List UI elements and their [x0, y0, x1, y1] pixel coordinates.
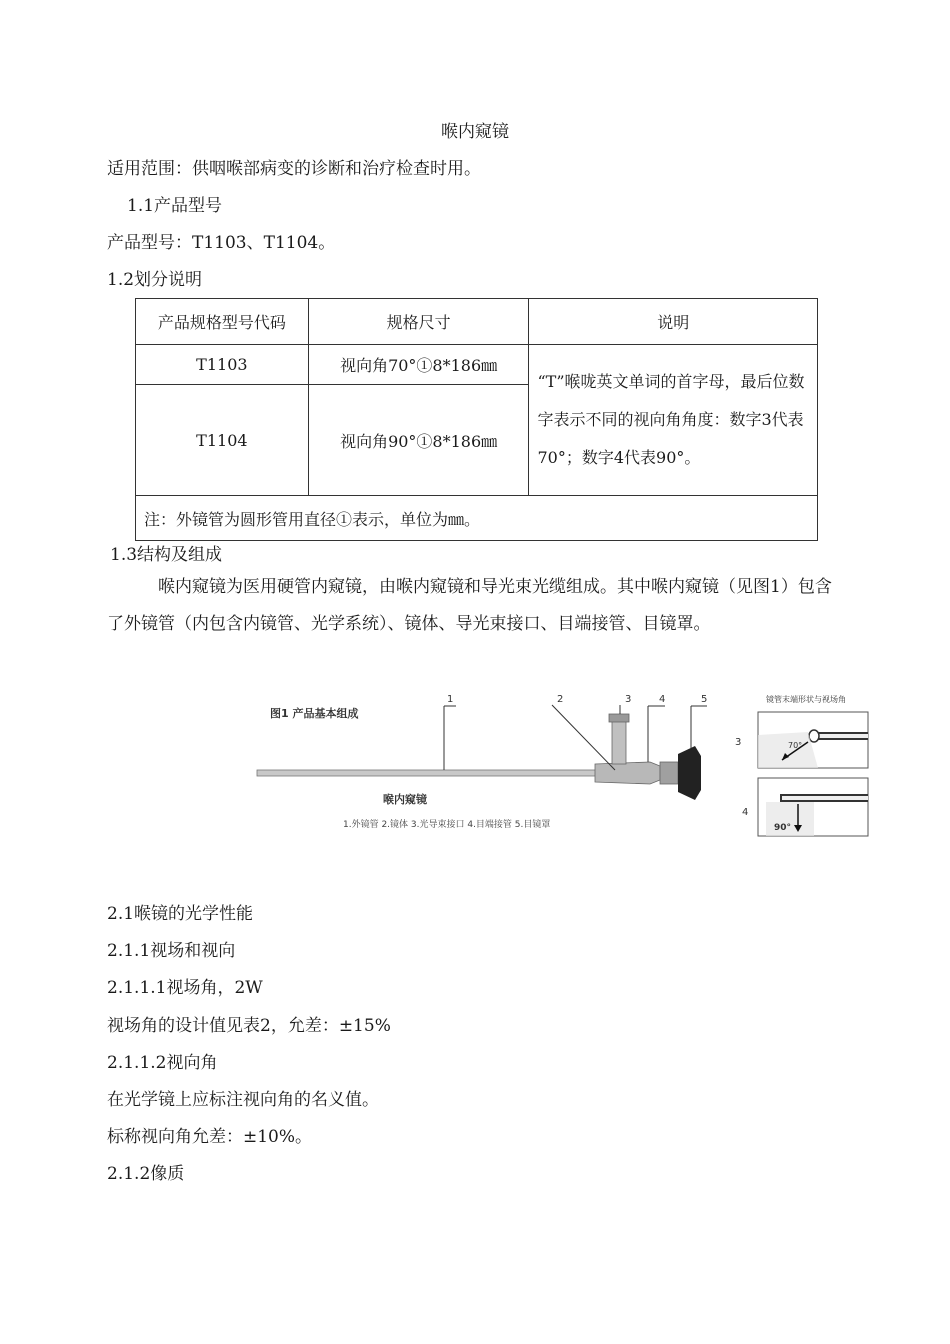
- section-2-1-1-1-heading: 2.1.1.1视场角，2W: [107, 978, 263, 998]
- part-number: 4: [659, 694, 666, 705]
- part-number: 1: [447, 694, 454, 705]
- outer-tube: [257, 770, 602, 776]
- tip-label: 4: [742, 807, 749, 818]
- figure-caption: 图1 产品基本组成: [270, 707, 359, 720]
- part-number: 2: [557, 694, 564, 705]
- table-note-row: [136, 496, 818, 541]
- section-2-1-heading: 2.1喉镜的光学性能: [107, 904, 254, 924]
- section-2-1-1-2-heading: 2.1.1.2视向角: [107, 1053, 218, 1073]
- table-header-cell: 说明: [529, 299, 818, 345]
- section-2-1-2-heading: 2.1.2像质: [107, 1164, 185, 1184]
- figure-product-name: 喉内窥镜: [383, 793, 427, 806]
- section-1-2-heading: 1.2划分说明: [107, 270, 203, 290]
- model-code-cell: T1104: [136, 385, 309, 496]
- section-2-1-1-heading: 2.1.1视场和视向: [107, 941, 236, 961]
- table-header-cell: 产品规格型号代码: [136, 299, 309, 345]
- section-1-3-heading: 1.3结构及组成: [110, 545, 223, 565]
- scope-body: [595, 762, 660, 784]
- direction-text-1: 在光学镜上应标注视向角的名义值。: [107, 1090, 379, 1110]
- model-code-cell: T1103: [136, 345, 309, 385]
- tip-angle-figure: [730, 690, 880, 840]
- structure-paragraph: 喉内窥镜为医用硬管内窥镜，由喉内窥镜和导光束光缆组成。其中喉内窥镜（见图1）包含了外镜管（内包含内镜管、光学系统）、镜体、导光束接口、目端接管、目镜罩。: [107, 577, 832, 634]
- description-cell: “T”喉咙英文单词的首字母，最后位数字表示不同的视向角角度：数字3代表70°；数字4代表90°。: [529, 345, 818, 496]
- scope-text: 适用范围：供咽喉部病变的诊断和治疗检查时用。: [107, 159, 481, 179]
- endoscope-figure: [255, 690, 715, 840]
- table-header-row: [136, 299, 818, 345]
- table-row: [136, 345, 818, 385]
- section-1-1-heading: 1.1产品型号: [127, 196, 223, 216]
- size-cell: 视向角70°①8*186㎜: [308, 345, 529, 385]
- light-connector: [612, 718, 626, 764]
- part-number: 3: [625, 694, 632, 705]
- table-note-cell: 注：外镜管为圆形管用直径①表示，单位为㎜。: [136, 496, 818, 541]
- spec-table: [135, 298, 818, 541]
- table-header-cell: 规格尺寸: [308, 299, 529, 345]
- eyepiece-tube: [660, 762, 678, 784]
- side-figure-title: 镜管末端形状与视场角: [766, 695, 846, 704]
- angle-label: 70°: [788, 741, 803, 750]
- part-number: 5: [701, 694, 708, 705]
- document-title: 喉内窥镜: [441, 122, 509, 142]
- size-cell: 视向角90°①8*186㎜: [308, 385, 529, 496]
- direction-text-2: 标称视向角允差：±10%。: [107, 1127, 313, 1147]
- eyepiece-cup: [678, 746, 701, 800]
- angle-label: 90°: [774, 823, 792, 833]
- models-text: 产品型号：T1103、T1104。: [107, 233, 336, 253]
- figure-legend: 1.外镜管 2.镜体 3.光导束接口 4.目端接管 5.目镜罩: [343, 820, 551, 830]
- tip-label: 3: [735, 737, 742, 748]
- fov-text: 视场角的设计值见表2，允差：±15%: [107, 1016, 391, 1036]
